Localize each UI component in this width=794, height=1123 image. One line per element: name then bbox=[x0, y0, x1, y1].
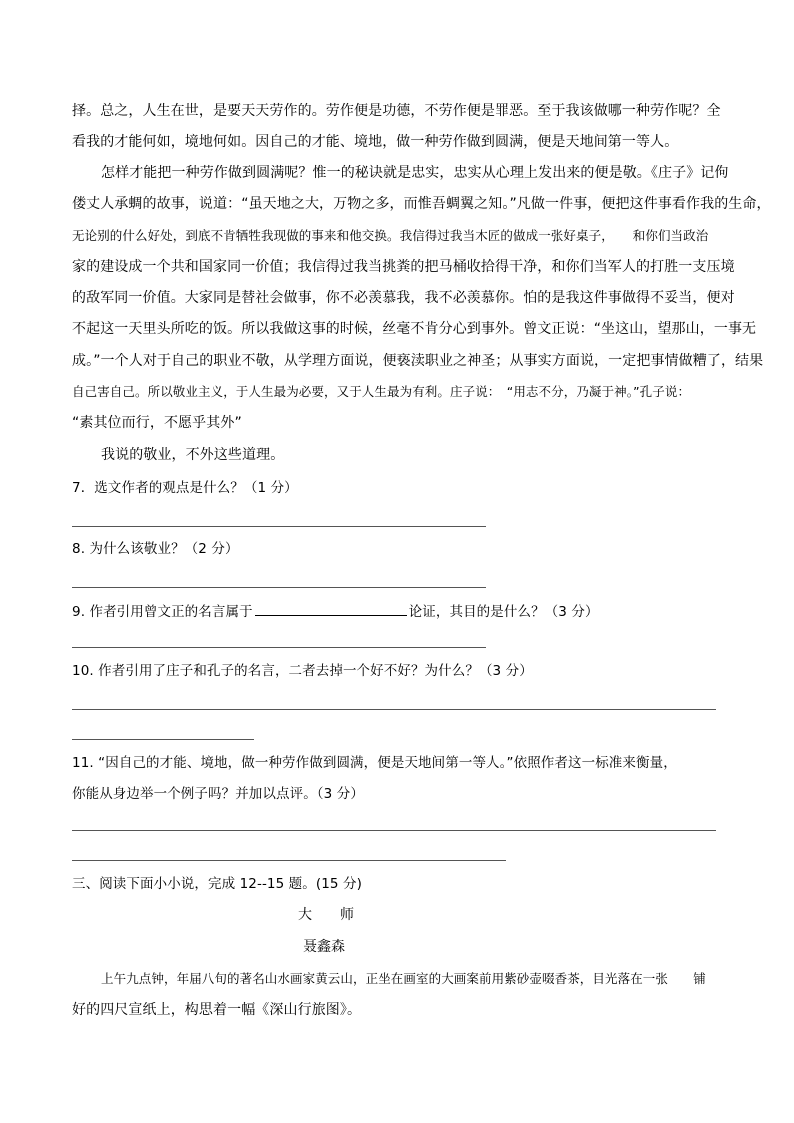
question-9 bbox=[72, 600, 599, 622]
answer-line-q9[interactable] bbox=[72, 647, 486, 648]
story-line: 上午九点钟，年届八旬的著名山水画家黄云山，正坐在画室的大画案前用紫砂壶啜香茶，目光落在一张 铺 bbox=[101, 971, 706, 986]
fill-in-blank-q9[interactable] bbox=[255, 600, 407, 616]
answer-line-q11[interactable] bbox=[72, 830, 716, 831]
story-line: 好的四尺宣纸上，构思着一幅《深山行旅图》。 bbox=[72, 1002, 362, 1018]
question-11-line2: 你能从身边举一个例子吗？并加以点评。（3 分） bbox=[72, 786, 364, 802]
question-11: 11. “因自己的才能、境地，做一种劳作做到圆满，便是天地间第一等人。”依照作者这一标准来衡量， bbox=[72, 755, 677, 771]
question-10: 10. 作者引用了庄子和孔子的名言，二者去掉一个好不好？为什么？（3 分） bbox=[72, 663, 533, 679]
passage-line: 家的建设成一个共和国家同一价值；我信得过我当挑粪的把马桶收拾得干净，和你们当军人的打胜一支压境 bbox=[72, 259, 735, 275]
question-7: 7．选文作者的观点是什么？（1 分） bbox=[72, 480, 298, 496]
passage-line: 怎样才能把一种劳作做到圆满呢？惟一的秘诀就是忠实，忠实从心理上发出来的便是敬。《庄子》记佝 bbox=[101, 165, 729, 181]
answer-line-q10[interactable] bbox=[72, 709, 716, 710]
story-author: 聂鑫森 bbox=[303, 939, 345, 955]
question-9-text-after: 论证，其目的是什么？（3 分） bbox=[408, 604, 599, 620]
answer-line-q11-cont[interactable] bbox=[72, 860, 506, 861]
passage-line: 看我的才能何如，境地何如。因自己的才能、境地，做一种劳作做到圆满，便是天地间第一等人。 bbox=[72, 134, 679, 150]
question-8: 8. 为什么该敬业？（2 分） bbox=[72, 541, 239, 557]
passage-line: 成。”一个人对于自己的职业不敬，从学理方面说，便亵渎职业之神圣；从事实方面说，一定把事情做糟了，结果 bbox=[72, 353, 764, 369]
passage-line: 不起这一天里头所吃的饭。所以我做这事的时候，丝毫不肯分心到事外。曾文正说：“坐这山，望那山，一事无 bbox=[72, 321, 757, 337]
passage-line: 择。总之，人生在世，是要天天劳作的。劳作便是功德，不劳作便是罪恶。至于我该做哪一种劳作呢？全 bbox=[72, 103, 721, 119]
question-9-text-before: 9. 作者引用曾文正的名言属于 bbox=[72, 604, 253, 620]
answer-line-q10-cont[interactable] bbox=[72, 739, 254, 740]
answer-line-q8[interactable] bbox=[72, 587, 486, 588]
passage-line: 的敌军同一价值。大家同是替社会做事，你不必羡慕我，我不必羡慕你。怕的是我这件事做得不妥当，便对 bbox=[72, 290, 735, 306]
answer-line-q7[interactable] bbox=[72, 526, 486, 527]
passage-line: 无论别的什么好处，到底不肯牺牲我现做的事来和他交换。我信得过我当木匠的做成一张好桌子， 和你们当政治 bbox=[72, 228, 709, 243]
passage-line: 自己害自己。所以敬业主义，于人生最为必要，又于人生最为有利。庄子说： “用志不分，乃凝于神。”孔子说： bbox=[72, 384, 691, 399]
passage-line: 偻丈人承蜩的故事，说道：“虽天地之大，万物之多，而惟吾蜩翼之知。”凡做一件事，便把这件事看作我的生命， bbox=[72, 196, 771, 212]
passage-line: “素其位而行，不愿乎其外” bbox=[72, 415, 242, 431]
section-heading: 三、阅读下面小小说，完成 12--15 题。(15 分) bbox=[72, 876, 362, 892]
passage-line: 我说的敬业，不外这些道理。 bbox=[101, 447, 285, 463]
story-title: 大 师 bbox=[298, 907, 354, 923]
